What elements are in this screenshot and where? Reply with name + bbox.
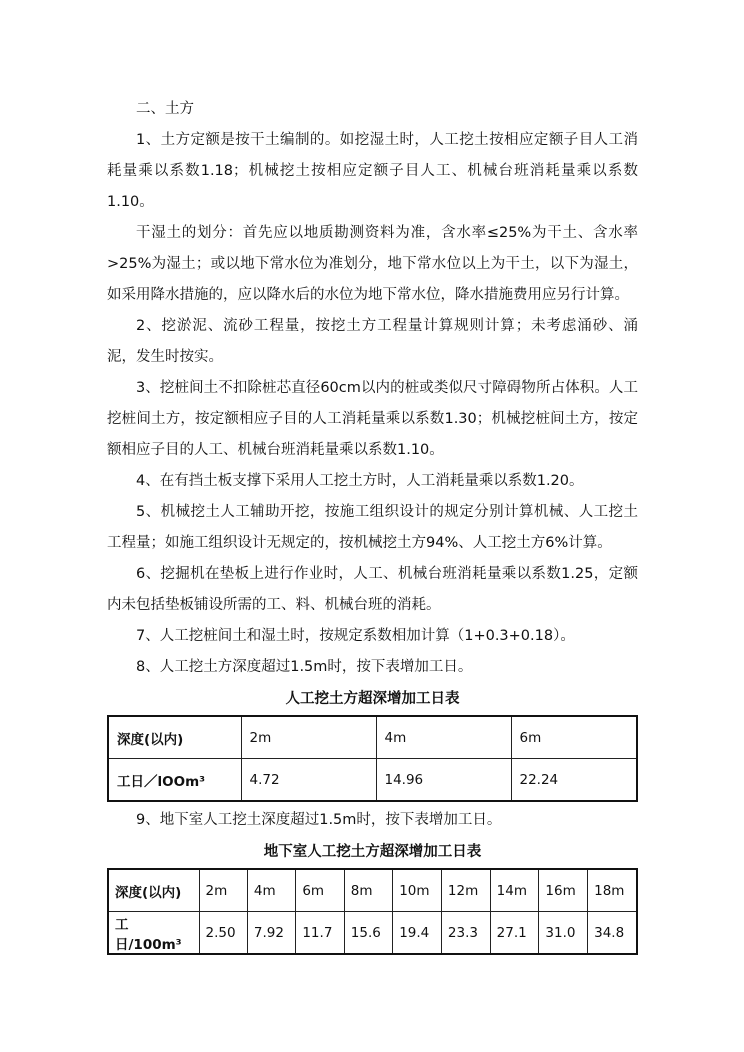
table-cell: 工日/100m³ bbox=[108, 912, 199, 955]
paragraph: 1、土方定额是按干土编制的。如挖湿土时，人工挖土按相应定额子目人工消耗量乘以系数1.18；机械挖土按相应定额子目人工、机械台班消耗量乘以系数1.10。 bbox=[107, 132, 638, 210]
table-cell: 27.1 bbox=[490, 912, 539, 955]
table-cell: 2m bbox=[241, 716, 376, 759]
table-cell: 22.24 bbox=[511, 759, 637, 802]
table-cell: 16m bbox=[539, 869, 588, 912]
paragraph: 3、挖桩间土不扣除桩芯直径60cm以内的桩或类似尺寸障碍物所占体积。人工挖桩间土方，按定额相应子目的人工消耗量乘以系数1.30；机械挖桩间土方，按定额相应子目的人工、机械台班消耗量乘以系数1.10。 bbox=[107, 380, 638, 458]
section-heading: 二、土方 bbox=[136, 101, 194, 117]
table-cell: 14.96 bbox=[376, 759, 511, 802]
paragraph: 干湿土的划分：首先应以地质勘测资料为准，含水率≤25%为干土、含水率>25%为湿土；或以地下常水位为准划分，地下常水位以上为干土，以下为湿土，如采用降水措施的，应以降水后的水位为地下常水位，降水措施费用应另行计算。 bbox=[107, 225, 638, 303]
table1 bbox=[107, 715, 638, 802]
table-cell: 深度(以内) bbox=[108, 869, 199, 912]
table-cell: 14m bbox=[490, 869, 539, 912]
table-cell: 深度(以内) bbox=[108, 716, 241, 759]
table-cell: 4.72 bbox=[241, 759, 376, 802]
table-cell: 6m bbox=[511, 716, 637, 759]
table-cell: 4m bbox=[376, 716, 511, 759]
table-cell: 2.50 bbox=[199, 912, 247, 955]
table-cell: 11.7 bbox=[296, 912, 344, 955]
paragraph: 2、挖淤泥、流砂工程量，按挖土方工程量计算规则计算；未考虑涌砂、涌泥，发生时按实。 bbox=[107, 318, 638, 365]
table-cell: 15.6 bbox=[344, 912, 392, 955]
paragraph: 8、人工挖土方深度超过1.5m时，按下表增加工日。 bbox=[136, 659, 473, 675]
paragraph: 9、地下室人工挖土深度超过1.5m时，按下表增加工日。 bbox=[136, 812, 502, 828]
paragraph: 4、在有挡土板支撑下采用人工挖土方时，人工消耗量乘以系数1.20。 bbox=[136, 473, 584, 489]
table2 bbox=[107, 868, 638, 955]
paragraph: 7、人工挖桩间土和湿土时，按规定系数相加计算（1+0.3+0.18）。 bbox=[136, 628, 575, 644]
table-row bbox=[108, 869, 637, 912]
table2-caption: 地下室人工挖土方超深增加工日表 bbox=[263, 844, 482, 860]
table1-caption: 人工挖土方超深增加工日表 bbox=[285, 691, 460, 707]
table-cell: 2m bbox=[199, 869, 247, 912]
table-cell: 4m bbox=[247, 869, 295, 912]
paragraph: 5、机械挖土人工辅助开挖，按施工组织设计的规定分别计算机械、人工挖土工程量；如施工组织设计无规定的，按机械挖土方94%、人工挖土方6%计算。 bbox=[107, 504, 638, 551]
table-cell: 23.3 bbox=[441, 912, 490, 955]
table-cell: 31.0 bbox=[539, 912, 588, 955]
table-cell: 34.8 bbox=[588, 912, 637, 955]
table-cell: 8m bbox=[344, 869, 392, 912]
table-cell: 10m bbox=[393, 869, 442, 912]
table-cell: 6m bbox=[296, 869, 344, 912]
paragraph: 6、挖掘机在垫板上进行作业时，人工、机械台班消耗量乘以系数1.25，定额内未包括垫板铺设所需的工、料、机械台班的消耗。 bbox=[107, 566, 638, 613]
table-cell: 19.4 bbox=[393, 912, 442, 955]
table-cell: 12m bbox=[441, 869, 490, 912]
table-cell: 工日／lOOm³ bbox=[108, 759, 241, 802]
table-row bbox=[108, 716, 637, 759]
table-row bbox=[108, 912, 637, 955]
table-row bbox=[108, 759, 637, 802]
document-page bbox=[107, 94, 638, 955]
table-cell: 7.92 bbox=[247, 912, 295, 955]
table-cell: 18m bbox=[588, 869, 637, 912]
